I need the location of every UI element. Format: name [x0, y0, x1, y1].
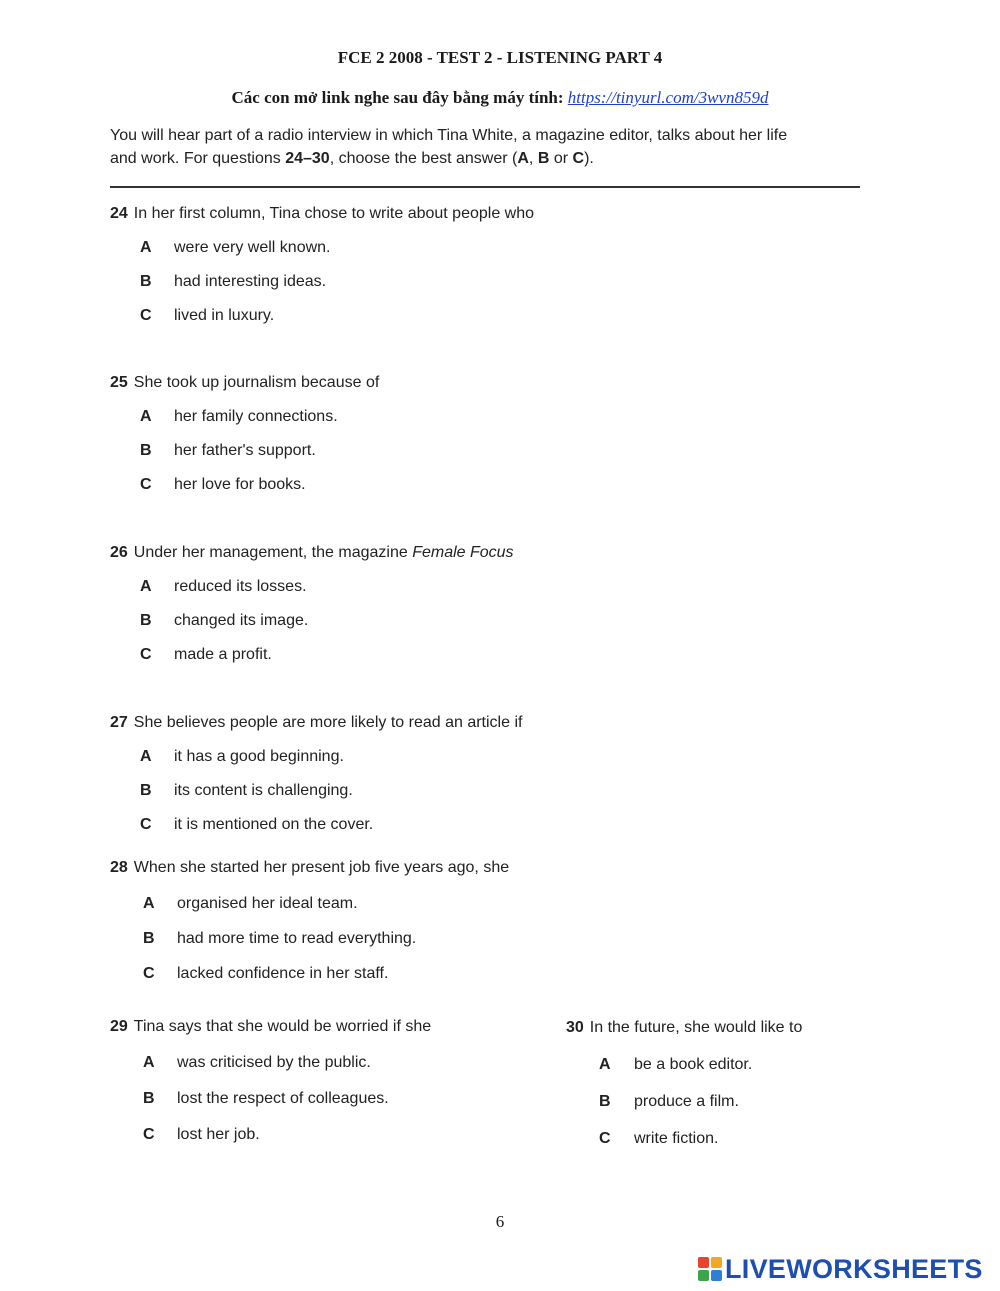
liveworksheets-logo-icon: [698, 1257, 722, 1281]
question-24: [110, 205, 534, 341]
option-30-b[interactable]: B produce a film.: [599, 1093, 739, 1110]
option-25-c[interactable]: C her love for books.: [140, 476, 306, 493]
instructions-line-2: and work. For questions 24–30, choose the best answer (A, B or C).: [110, 150, 594, 167]
question-25: [110, 374, 379, 510]
question-number: 29: [110, 1018, 128, 1035]
option-27-b[interactable]: B its content is challenging.: [140, 782, 353, 799]
question-number: 25: [110, 374, 128, 391]
question-30: [566, 1019, 802, 1167]
magazine-title: Female Focus: [412, 544, 514, 561]
option-28-b[interactable]: B had more time to read everything.: [143, 930, 417, 947]
question-26: [110, 544, 514, 680]
audio-link-line: [0, 88, 1000, 108]
question-number: 30: [566, 1019, 584, 1036]
audio-link[interactable]: https://tinyurl.com/3wvn859d: [567, 88, 769, 107]
page-title: FCE 2 2008 - TEST 2 - LISTENING PART 4: [337, 48, 663, 67]
option-25-a[interactable]: A her family connections.: [140, 408, 338, 425]
option-26-c[interactable]: C made a profit.: [140, 646, 272, 663]
question-stem: Tina says that she would be worried if she: [133, 1018, 432, 1035]
question-number: 24: [110, 205, 128, 222]
question-stem: In the future, she would like to: [589, 1019, 803, 1036]
option-24-c[interactable]: C lived in luxury.: [140, 307, 275, 324]
divider: [110, 186, 860, 188]
question-stem: She believes people are more likely to read an article if: [133, 714, 523, 731]
question-28: [110, 859, 509, 1000]
question-stem: Under her management, the magazine: [133, 544, 413, 561]
question-29: [110, 1018, 431, 1162]
option-29-c[interactable]: C lost her job.: [143, 1126, 260, 1143]
question-number: 27: [110, 714, 128, 731]
option-30-c[interactable]: C write fiction.: [599, 1130, 719, 1147]
instructions: [110, 124, 870, 170]
option-29-a[interactable]: A was criticised by the public.: [143, 1054, 371, 1071]
question-number: 28: [110, 859, 128, 876]
brand-watermark: [698, 1254, 983, 1284]
question-stem: In her first column, Tina chose to write about people who: [133, 205, 535, 222]
option-26-b[interactable]: B changed its image.: [140, 612, 309, 629]
option-24-b[interactable]: B had interesting ideas.: [140, 273, 327, 290]
instructions-line-1: You will hear part of a radio interview in which Tina White, a magazine editor, talks about her life: [110, 127, 788, 144]
page-number: 6: [495, 1212, 505, 1231]
option-27-c[interactable]: C it is mentioned on the cover.: [140, 816, 374, 833]
question-27: [110, 714, 522, 850]
question-stem: She took up journalism because of: [133, 374, 380, 391]
brand-name: LIVEWORKSHEETS: [725, 1253, 983, 1284]
option-30-a[interactable]: A be a book editor.: [599, 1056, 753, 1073]
option-27-a[interactable]: A it has a good beginning.: [140, 748, 344, 765]
subtitle-prefix: Các con mở link nghe sau đây bằng máy tính:: [231, 88, 568, 107]
question-stem: When she started her present job five years ago, she: [133, 859, 510, 876]
option-26-a[interactable]: A reduced its losses.: [140, 578, 307, 595]
option-24-a[interactable]: A were very well known.: [140, 239, 331, 256]
option-29-b[interactable]: B lost the respect of colleagues.: [143, 1090, 389, 1107]
option-28-c[interactable]: C lacked confidence in her staff.: [143, 965, 389, 982]
option-28-a[interactable]: A organised her ideal team.: [143, 895, 358, 912]
question-number: 26: [110, 544, 128, 561]
option-25-b[interactable]: B her father's support.: [140, 442, 316, 459]
